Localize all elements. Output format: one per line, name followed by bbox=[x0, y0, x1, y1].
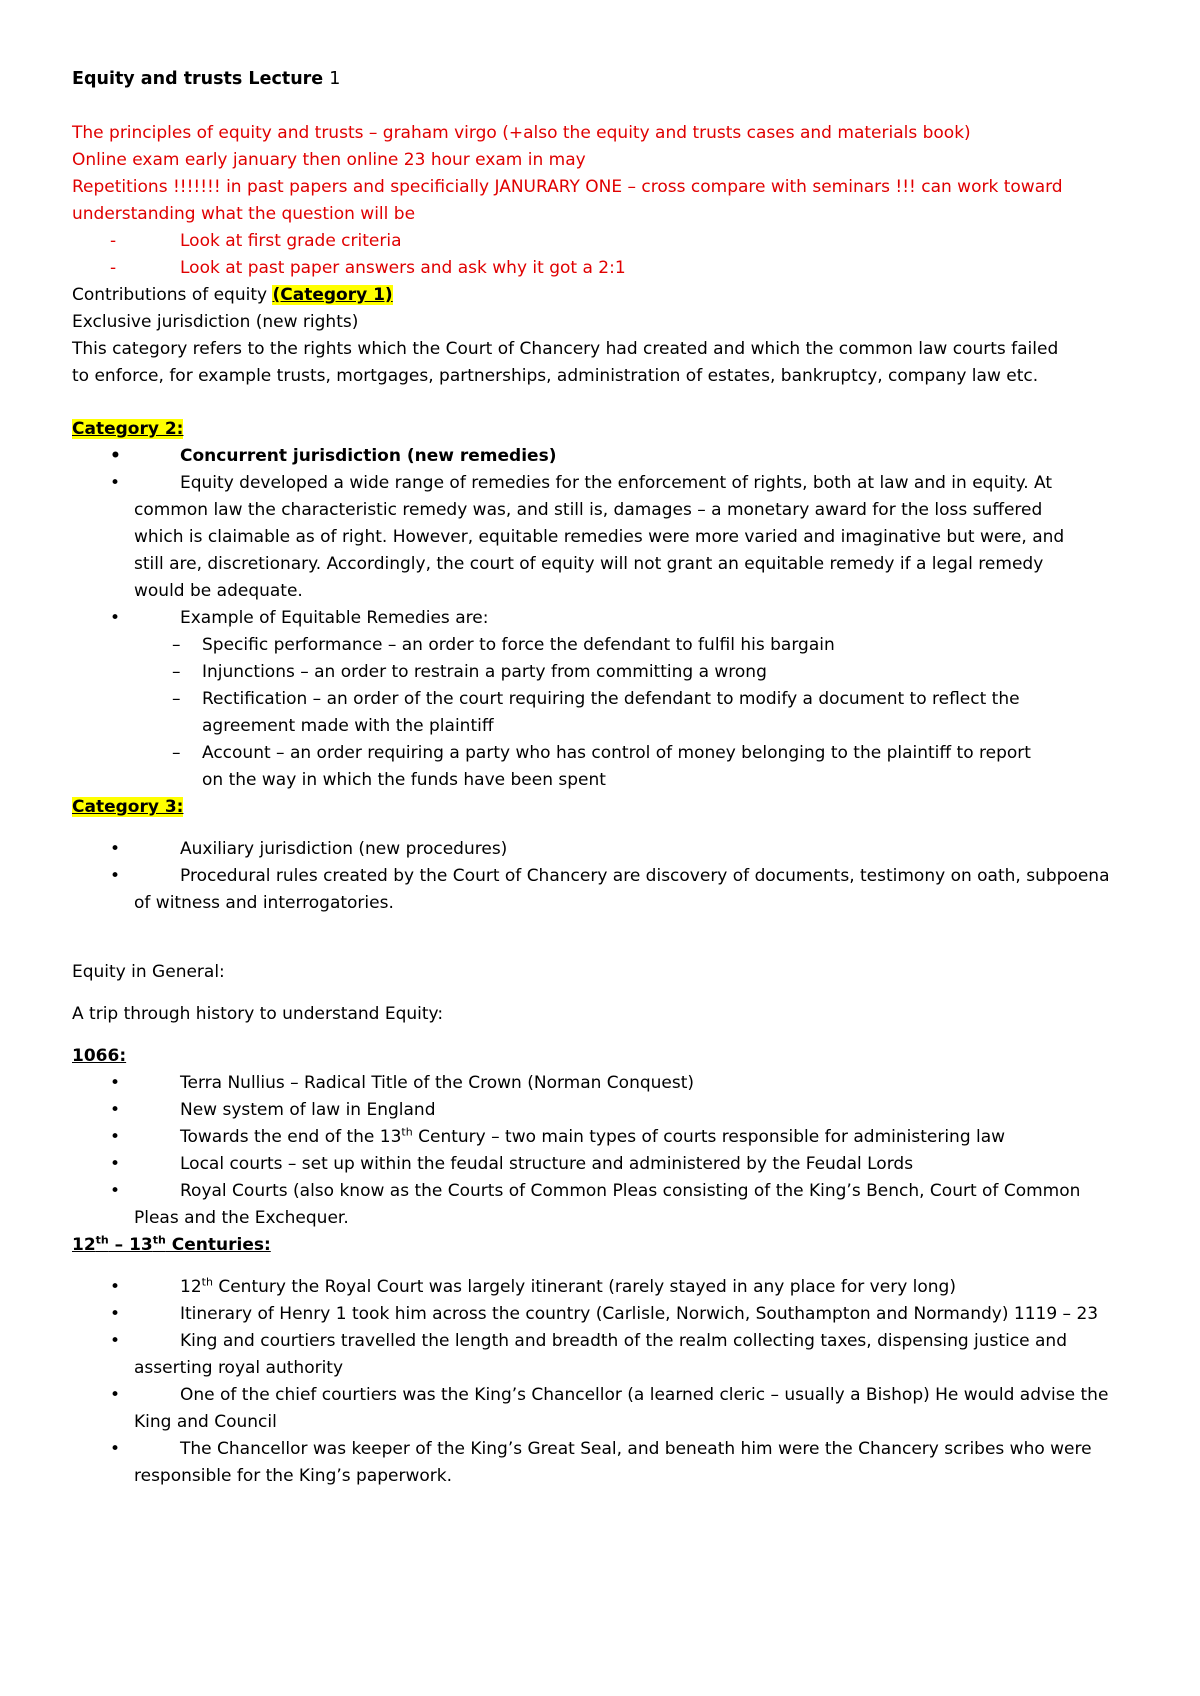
heading-part: – 13 bbox=[108, 1235, 153, 1255]
remedy-text: Rectification – an order of the court requiring the defendant to modify a document to reflect the bbox=[202, 689, 1020, 709]
heading-part: Centuries: bbox=[165, 1235, 271, 1255]
bullet-item bbox=[110, 1303, 1098, 1325]
category-3-heading bbox=[72, 796, 183, 818]
bullet-text: Itinerary of Henry 1 took him across the country (Carlisle, Norwich, Southampton and Normandy) 1119 – 23 bbox=[180, 1304, 1099, 1324]
bullet-glyph: • bbox=[110, 608, 121, 628]
remedy-item bbox=[172, 688, 1020, 710]
bullet-continuation: common law the characteristic remedy was, and still is, damages – a monetary award for the loss suffered bbox=[134, 500, 1043, 520]
ordinal-suffix: th bbox=[95, 1233, 109, 1247]
category-3-label: Category 3: bbox=[72, 797, 184, 817]
ordinal-suffix: th bbox=[152, 1233, 166, 1247]
bullet-item bbox=[110, 1330, 1067, 1352]
bullet-continuation: of witness and interrogatories. bbox=[134, 893, 394, 913]
bullet-glyph: • bbox=[110, 1073, 121, 1093]
bullet-item bbox=[110, 1099, 436, 1121]
bullet-text: Royal Courts (also know as the Courts of Common Pleas consisting of the King’s Bench, Court of Common bbox=[180, 1181, 1081, 1201]
category-1-body-line: This category refers to the rights which the Court of Chancery had created and which the common law courts failed bbox=[72, 339, 1059, 359]
bullet-text: Procedural rules created by the Court of Chancery are discovery of documents, testimony on oath, subpoena bbox=[180, 866, 1110, 886]
red-dash-text: Look at first grade criteria bbox=[180, 231, 402, 251]
bullet-glyph: • bbox=[110, 839, 121, 859]
red-note-line: Online exam early january then online 23 hour exam in may bbox=[72, 150, 586, 170]
bullet-text: Local courts – set up within the feudal structure and administered by the Feudal Lords bbox=[180, 1154, 914, 1174]
bullet-glyph: • bbox=[110, 1304, 121, 1324]
category-1-label: (Category 1) bbox=[272, 285, 393, 305]
ordinal-suffix: th bbox=[201, 1275, 213, 1289]
bullet-text-post: Century – two main types of courts responsible for administering law bbox=[412, 1127, 1006, 1147]
bullet-glyph: • bbox=[110, 1154, 121, 1174]
bullet-continuation: still are, discretionary. Accordingly, the court of equity will not grant an equitable remedy if a legal remedy bbox=[134, 554, 1044, 574]
bullet-continuation: would be adequate. bbox=[134, 581, 303, 601]
bullet-text: Equity developed a wide range of remedies for the enforcement of rights, both at law and in equity. At bbox=[180, 473, 1053, 493]
concurrent-heading: Concurrent jurisdiction (new remedies) bbox=[180, 446, 557, 466]
bullet-item bbox=[110, 1072, 694, 1094]
bullet-item bbox=[110, 1126, 1005, 1148]
title-number: 1 bbox=[329, 69, 341, 89]
bullet-continuation: Pleas and the Exchequer. bbox=[134, 1208, 349, 1228]
bullet-item bbox=[110, 1438, 1092, 1460]
red-note-line: The principles of equity and trusts – graham virgo (+also the equity and trusts cases and materials book) bbox=[72, 123, 971, 143]
bullet-item bbox=[110, 445, 556, 467]
red-note-line: Repetitions !!!!!!! in past papers and specificially JANURARY ONE – cross compare with seminars !!! can work toward bbox=[72, 177, 1063, 197]
page-title bbox=[72, 68, 340, 90]
remedy-item bbox=[172, 634, 835, 656]
bullet-glyph: • bbox=[110, 866, 121, 886]
bullet-glyph: • bbox=[110, 1439, 121, 1459]
bullet-continuation: King and Council bbox=[134, 1412, 277, 1432]
bullet-item bbox=[110, 472, 1052, 494]
ordinal-suffix: th bbox=[401, 1125, 413, 1139]
remedy-item bbox=[172, 661, 767, 683]
category-1-line bbox=[72, 284, 393, 306]
bullet-continuation: which is claimable as of right. However, equitable remedies were more varied and imaginative but were, and bbox=[134, 527, 1065, 547]
bullet-text-pre: 12 bbox=[180, 1277, 202, 1297]
bullet-continuation: responsible for the King’s paperwork. bbox=[134, 1466, 453, 1486]
bullet-text-pre: Towards the end of the 13 bbox=[180, 1127, 402, 1147]
bullet-glyph: • bbox=[110, 1385, 121, 1405]
red-note-line: understanding what the question will be bbox=[72, 204, 416, 224]
bullet-text: New system of law in England bbox=[180, 1100, 436, 1120]
category-1-prefix: Contributions of equity bbox=[72, 285, 273, 305]
title-text: Equity and trusts Lecture bbox=[72, 69, 324, 89]
bullet-item bbox=[110, 838, 507, 860]
bullet-text: Example of Equitable Remedies are: bbox=[180, 608, 489, 628]
bullet-text: Terra Nullius – Radical Title of the Crown (Norman Conquest) bbox=[180, 1073, 695, 1093]
bullet-glyph: • bbox=[110, 473, 121, 493]
red-dash-item bbox=[110, 230, 402, 252]
bullet-glyph: • bbox=[110, 1127, 121, 1147]
category-1-subtitle: Exclusive jurisdiction (new rights) bbox=[72, 312, 359, 332]
bullet-item bbox=[110, 1276, 956, 1298]
red-dash-item bbox=[110, 257, 626, 279]
bullet-item bbox=[110, 607, 488, 629]
heading-part: 12 bbox=[72, 1235, 96, 1255]
bullet-text: Auxiliary jurisdiction (new procedures) bbox=[180, 839, 508, 859]
bullet-item bbox=[110, 865, 1109, 887]
bullet-text: The Chancellor was keeper of the King’s Great Seal, and beneath him were the Chancery scribes who were bbox=[180, 1439, 1092, 1459]
remedy-item bbox=[172, 742, 1031, 764]
section-1066-heading: 1066: bbox=[72, 1046, 127, 1066]
bullet-continuation: asserting royal authority bbox=[134, 1358, 344, 1378]
dash-glyph: – bbox=[172, 689, 181, 709]
dash-glyph: – bbox=[172, 635, 181, 655]
bullet-text-post: Century the Royal Court was largely itinerant (rarely stayed in any place for very long) bbox=[212, 1277, 956, 1297]
remedy-text: Specific performance – an order to force the defendant to fulfil his bargain bbox=[202, 635, 835, 655]
red-dash-text: Look at past paper answers and ask why it got a 2:1 bbox=[180, 258, 626, 278]
dash-glyph: – bbox=[172, 662, 181, 682]
general-subheading: A trip through history to understand Equity: bbox=[72, 1004, 444, 1024]
bullet-glyph: • bbox=[110, 1181, 121, 1201]
bullet-item bbox=[110, 1384, 1108, 1406]
category-2-label: Category 2: bbox=[72, 419, 184, 439]
bullet-glyph: • bbox=[110, 1100, 121, 1120]
category-2-heading bbox=[72, 418, 183, 440]
category-1-body-line: to enforce, for example trusts, mortgages, partnerships, administration of estates, bankruptcy, company law etc. bbox=[72, 366, 1039, 386]
bullet-glyph: • bbox=[110, 1277, 121, 1297]
bullet-text: One of the chief courtiers was the King’s Chancellor (a learned cleric – usually a Bishop) He would advise the bbox=[180, 1385, 1109, 1405]
remedy-text: Account – an order requiring a party who has control of money belonging to the plaintiff to report bbox=[202, 743, 1031, 763]
remedy-continuation: agreement made with the plaintiff bbox=[202, 716, 494, 736]
bullet-glyph: • bbox=[110, 446, 121, 466]
remedy-continuation: on the way in which the funds have been spent bbox=[202, 770, 606, 790]
bullet-item bbox=[110, 1153, 913, 1175]
dash-glyph: - bbox=[110, 231, 117, 251]
section-centuries-heading bbox=[72, 1234, 271, 1256]
remedy-text: Injunctions – an order to restrain a party from committing a wrong bbox=[202, 662, 767, 682]
bullet-glyph: • bbox=[110, 1331, 121, 1351]
general-heading: Equity in General: bbox=[72, 962, 225, 982]
dash-glyph: - bbox=[110, 258, 117, 278]
dash-glyph: – bbox=[172, 743, 181, 763]
bullet-text: King and courtiers travelled the length and breadth of the realm collecting taxes, dispensing justice and bbox=[180, 1331, 1067, 1351]
bullet-item bbox=[110, 1180, 1080, 1202]
